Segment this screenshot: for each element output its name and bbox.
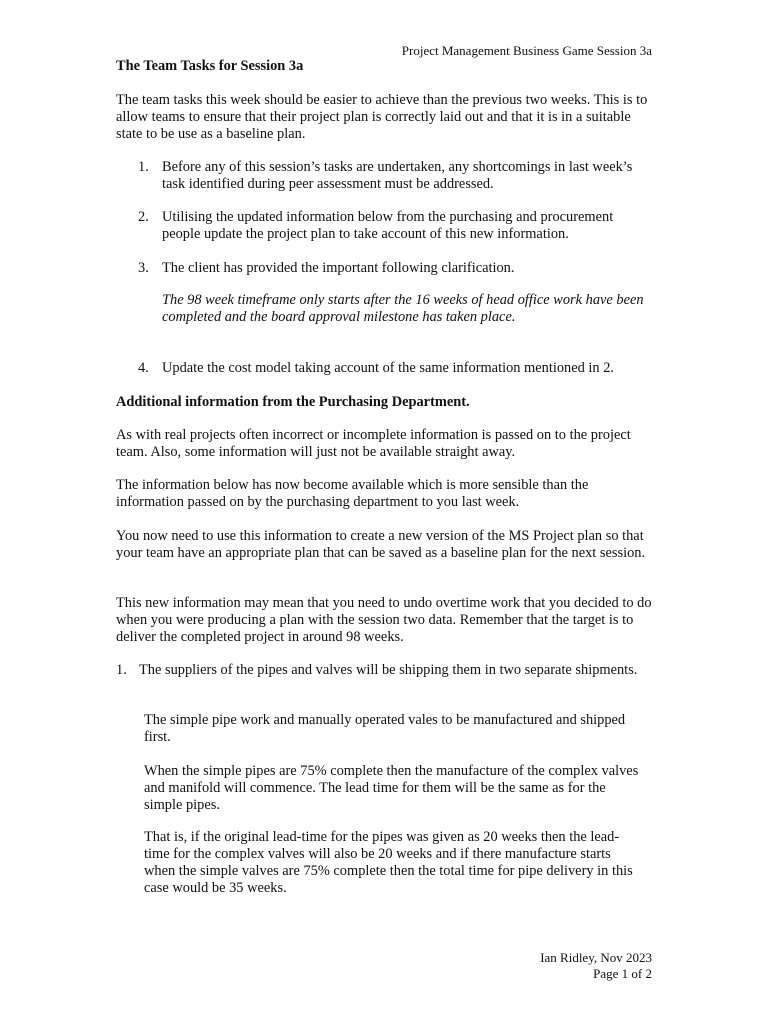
purchasing-subparagraph: That is, if the original lead-time for the pipes was given as 20 weeks then the lead-time for the complex valves will also be 20 weeks and if there manufacture starts when the simple valves are 75% complete then the total time for pipe delivery in this case would be 35 weeks.	[144, 829, 633, 896]
task-text: Update the cost model taking account of the same information mentioned in 2.	[162, 360, 614, 376]
body-paragraph: The information below has now become available which is more sensible than the information passed on by the purchasing department to you last week.	[116, 477, 589, 510]
task-number: 3.	[138, 260, 149, 276]
body-paragraph: This new information may mean that you need to undo overtime work that you decided to do when you were producing a plan with the session two data. Remember that the target is to deliver the completed project in around 98 weeks.	[116, 595, 652, 645]
task-number: 1.	[138, 159, 149, 175]
intro-paragraph: The team tasks this week should be easier to achieve than the previous two weeks. This is to allow teams to ensure that their project plan is correctly laid out and that it is in a suitable state to be use as a baseline plan.	[116, 92, 648, 142]
task-text: Before any of this session’s tasks are undertaken, any shortcomings in last week’s task identified during peer assessment must be addressed.	[162, 159, 633, 192]
body-paragraph: You now need to use this information to create a new version of the MS Project plan so that your team have an appropriate plan that can be saved as a baseline plan for the next session.	[116, 528, 646, 561]
purchasing-number: 1.	[116, 662, 127, 678]
footer	[540, 950, 652, 982]
purchasing-subparagraph: When the simple pipes are 75% complete then the manufacture of the complex valves and manifold will commence. The lead time for them will be the same as for the simple pipes.	[144, 763, 639, 813]
page-title: The Team Tasks for Session 3a	[116, 58, 304, 74]
purchasing-subparagraph: The simple pipe work and manually operated vales to be manufactured and shipped first.	[144, 712, 626, 745]
client-clarification: The 98 week timeframe only starts after the 16 weeks of head office work have been completed and the board approval milestone has taken place.	[162, 292, 644, 325]
task-number: 4.	[138, 360, 149, 376]
task-text: The client has provided the important following clarification.	[162, 260, 515, 276]
task-number: 2.	[138, 209, 149, 225]
section-heading: Additional information from the Purchasing Department.	[116, 394, 470, 410]
body-paragraph: As with real projects often incorrect or incomplete information is passed on to the project team. Also, some information will just not be available straight away.	[116, 427, 631, 460]
footer-author: Ian Ridley, Nov 2023	[540, 950, 652, 965]
purchasing-text: The suppliers of the pipes and valves will be shipping them in two separate shipments.	[139, 662, 638, 678]
task-text: Utilising the updated information below from the purchasing and procurement people update the project plan to take account of this new information.	[162, 209, 614, 242]
page-header: Project Management Business Game Session 3a	[401, 43, 652, 58]
page-number: Page 1 of 2	[593, 966, 652, 981]
